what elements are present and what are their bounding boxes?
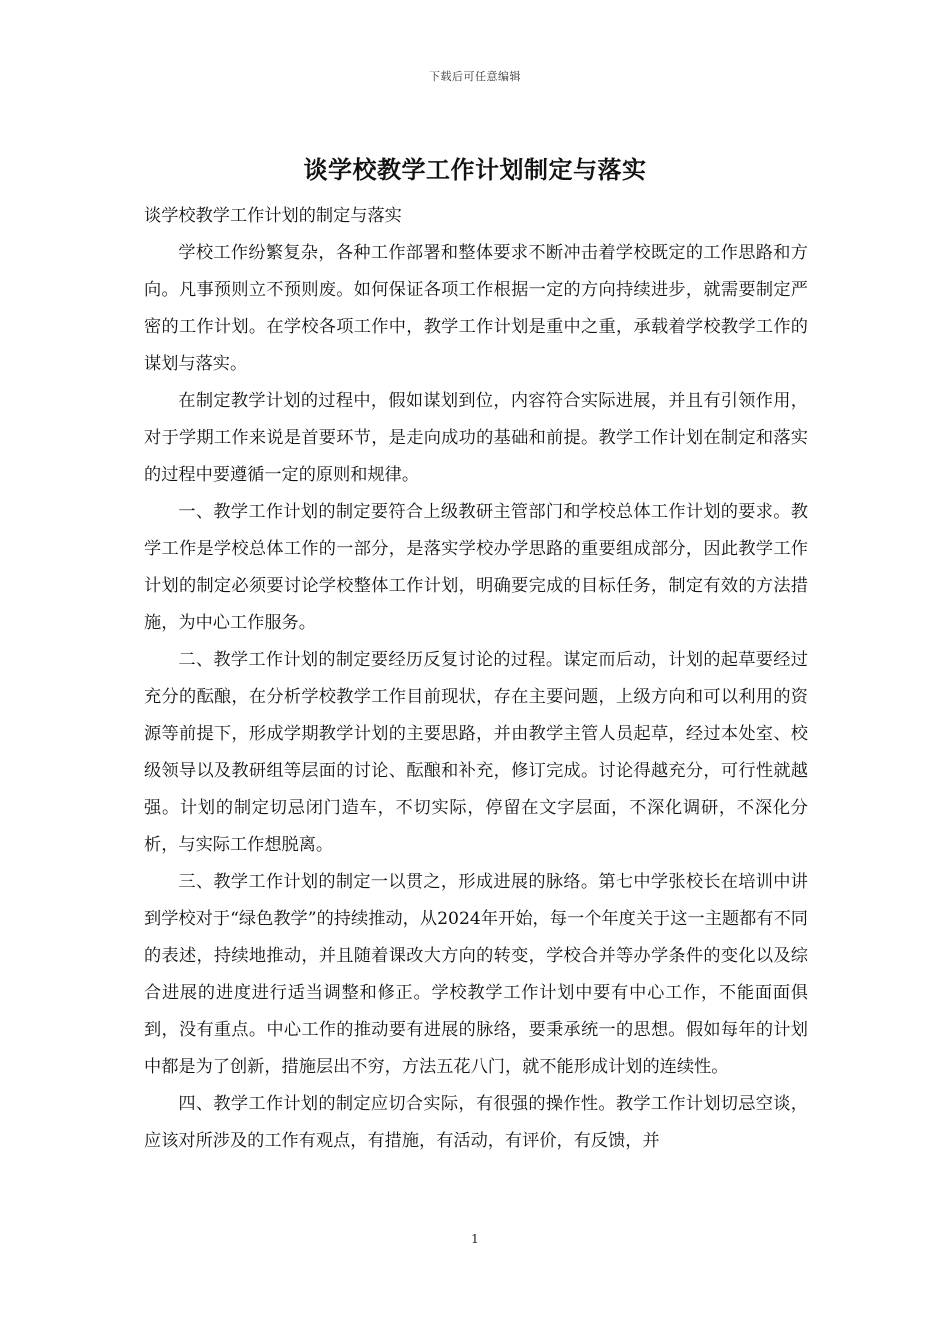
paragraph-point-1: 一、教学工作计划的制定要符合上级教研主管部门和学校总体工作计划的要求。教学工作是学校总体工作的一部分，是落实学校办学思路的重要组成部分，因此教学工作计划的制定必须要讨论学校整体工作计划，明确要完成的目标任务，制定有效的方法措施，为中心工作服务。 — [144, 502, 808, 633]
paragraph-point-4: 四、教学工作计划的制定应切合实际，有很强的操作性。教学工作计划切忌空谈，应该对所涉及的工作有观点，有措施，有活动，有评价，有反馈，并 — [144, 1094, 808, 1151]
paragraph-point-3: 三、教学工作计划的制定一以贯之，形成进展的脉络。第七中学张校长在培训中讲到学校对于“绿色教学”的持续推动，从2024年开始，每一个年度关于这一主题都有不同的表述，持续地推动，并且随着课改大方向的转变，学校合并等办学条件的变化以及综合进展的进度进行适当调整和修正。学校教学工作计划中要有中心工作，不能面面俱到，没有重点。中心工作的推动要有进展的脉络，要秉承统一的思想。假如每年的计划中都是为了创新，措施层出不穷，方法五花八门，就不能形成计划的连续性。 — [144, 872, 808, 1077]
document-body — [144, 198, 808, 1160]
header-note: 下载后可任意编辑 — [429, 70, 521, 83]
document-subtitle: 谈学校教学工作计划的制定与落实 — [144, 206, 402, 226]
document-title: 谈学校教学工作计划制定与落实 — [303, 155, 647, 184]
paragraph-point-2: 二、教学工作计划的制定要经历反复讨论的过程。谋定而后动，计划的起草要经过充分的酝酿，在分析学校教学工作目前现状，存在主要问题，上级方向和可以利用的资源等前提下，形成学期教学计划的主要思路，并由教学主管人员起草，经过本处室、校级领导以及教研组等层面的讨论、酝酿和补充，修订完成。讨论得越充分，可行性就越强。计划的制定切忌闭门造车，不切实际，停留在文字层面，不深化调研，不深化分析，与实际工作想脱离。 — [144, 650, 808, 855]
paragraph-principles: 在制定教学计划的过程中，假如谋划到位，内容符合实际进展，并且有引领作用，对于学期工作来说是首要环节，是走向成功的基础和前提。教学工作计划在制定和落实的过程中要遵循一定的原则和规律。 — [144, 391, 808, 485]
paragraph-intro: 学校工作纷繁复杂，各种工作部署和整体要求不断冲击着学校既定的工作思路和方向。凡事预则立不预则废。如何保证各项工作根据一定的方向持续进步，就需要制定严密的工作计划。在学校各项工作中，教学工作计划是重中之重，承载着学校教学工作的谋划与落实。 — [144, 243, 808, 374]
page-number: 1 — [471, 1232, 479, 1246]
